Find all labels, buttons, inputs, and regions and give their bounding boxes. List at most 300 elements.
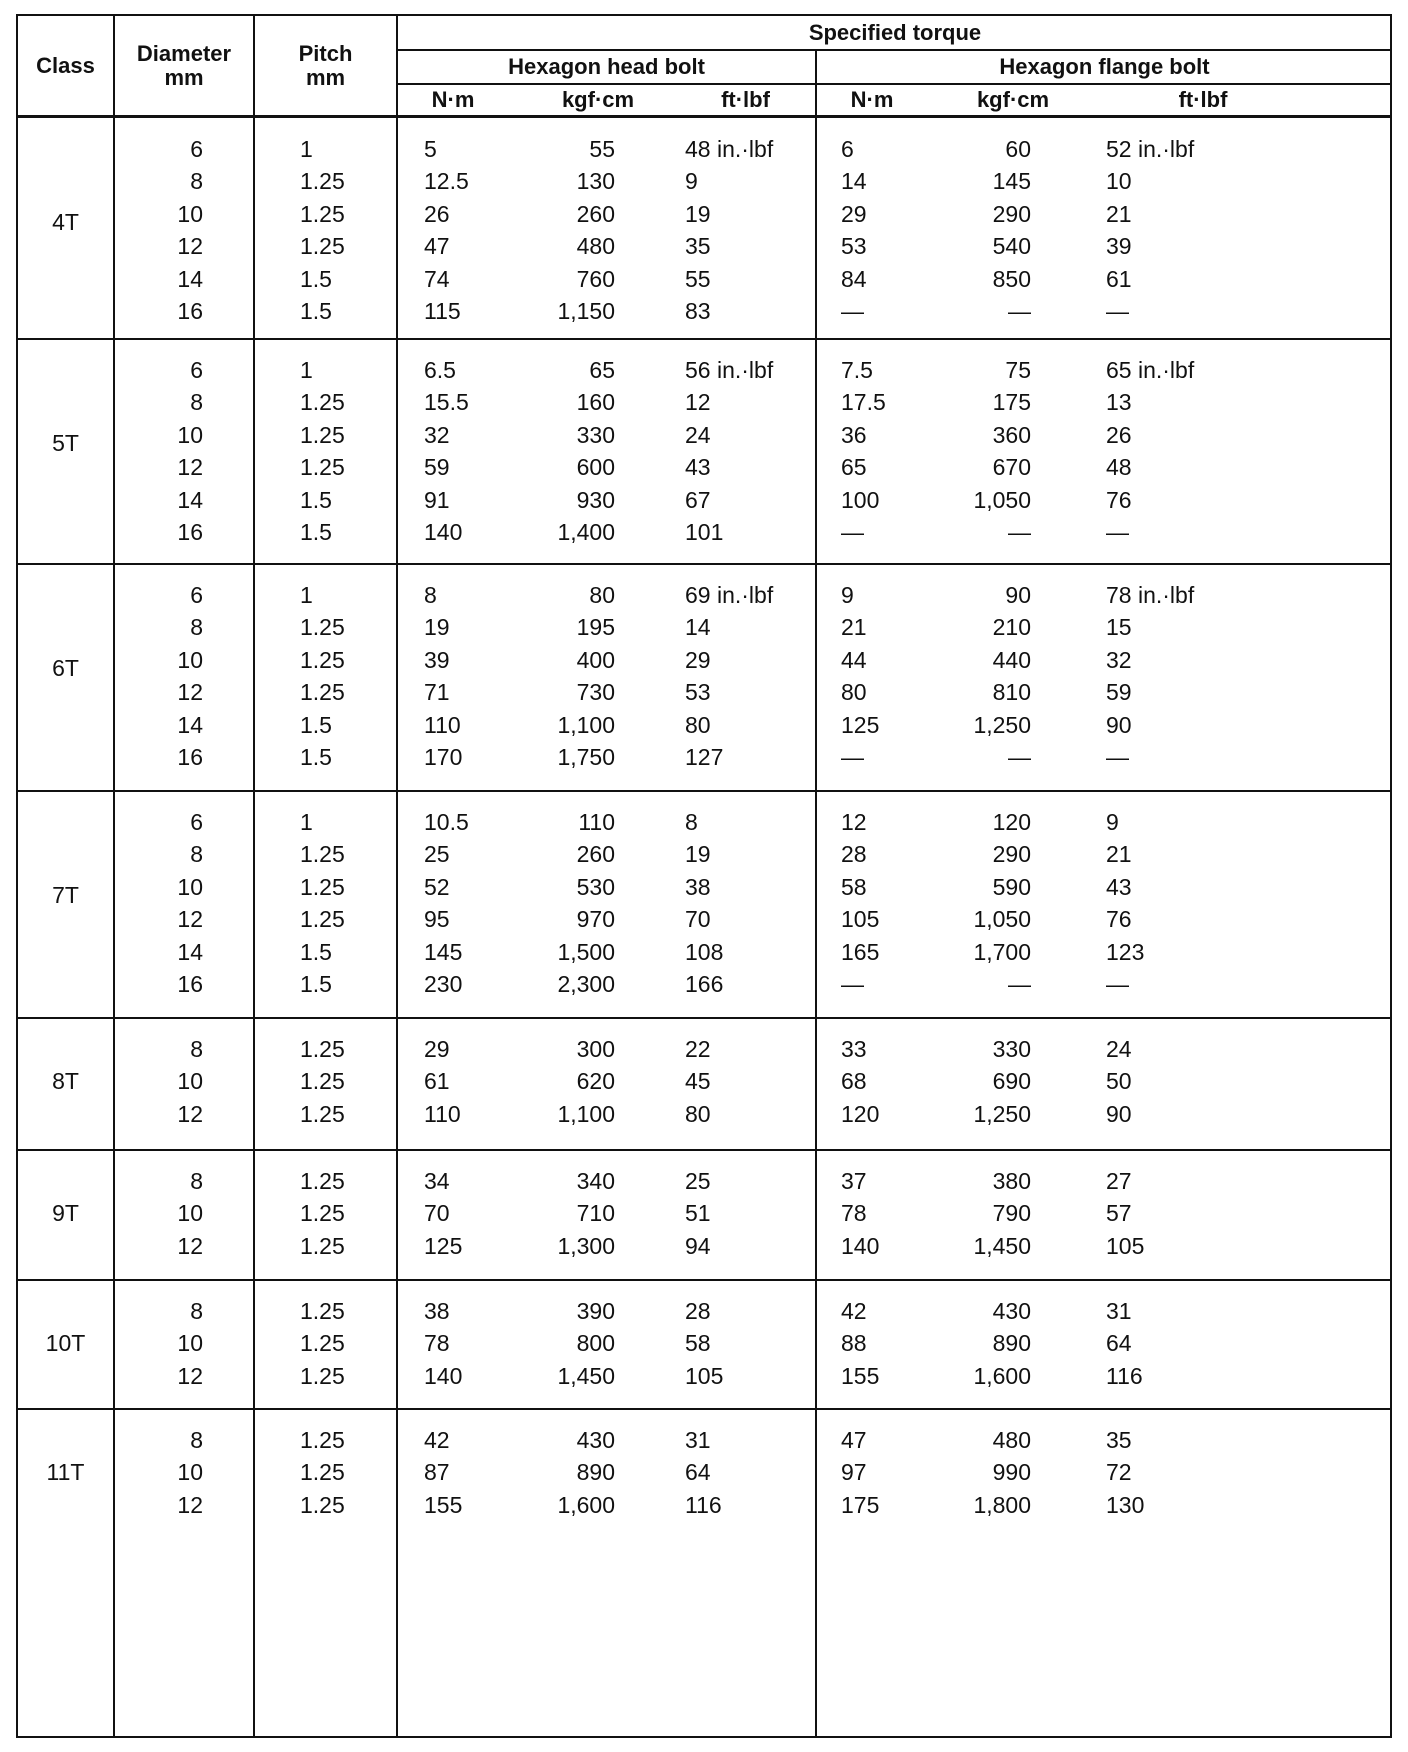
flange-kgfcm-cell: 1,600 xyxy=(973,1362,1031,1389)
flange-ftlbf-cell: 76 xyxy=(1106,486,1132,513)
flange-kgfcm-cell: 75 xyxy=(1005,357,1031,383)
head-kgfcm-cell: 710 xyxy=(576,1200,615,1227)
flange-ftlbf-cell: 31 xyxy=(1106,1298,1132,1324)
diameter-cell: 10 xyxy=(177,1068,203,1095)
head-ftlbf-cell: 28 xyxy=(685,1298,711,1324)
pitch-cell: 1 xyxy=(300,809,313,835)
head-nm-cell: 15.5 xyxy=(424,389,469,416)
specified-torque-header: Specified torque xyxy=(808,20,982,45)
head-nm-cell: 155 xyxy=(424,1491,463,1518)
group-divider xyxy=(18,338,1392,340)
head-ftlbf-cell: 80 xyxy=(685,1100,711,1127)
head-nm-cell: 230 xyxy=(424,971,463,997)
head-ftlbf-cell: 19 xyxy=(685,200,711,227)
diameter-cell: 16 xyxy=(177,744,203,770)
diameter-cell: 14 xyxy=(177,938,203,965)
head-ftlbf-cell: 48 in.·lbf xyxy=(685,136,774,162)
head-kgfcm-cell: 400 xyxy=(576,646,615,673)
head-nm-cell: 19 xyxy=(424,614,450,641)
diameter-cell: 8 xyxy=(190,841,203,868)
pitch-cell: 1.25 xyxy=(300,1459,345,1486)
flange-kgfcm-cell: 145 xyxy=(992,168,1031,195)
head-kgfcm-cell: 1,150 xyxy=(557,298,615,324)
pitch-cell: 1.25 xyxy=(300,646,345,673)
pitch-cell: 1.5 xyxy=(300,298,332,324)
torque-table xyxy=(16,14,1392,1738)
head-ftlbf-cell: 108 xyxy=(685,938,724,965)
head-nm-cell: 70 xyxy=(424,1200,450,1227)
unit-header-nm: N·m xyxy=(850,87,894,112)
flange-ftlbf-cell: 50 xyxy=(1106,1068,1132,1095)
diameter-cell: 16 xyxy=(177,519,203,545)
head-kgfcm-cell: 620 xyxy=(576,1068,615,1095)
head-kgfcm-cell: 300 xyxy=(576,1036,615,1062)
head-nm-cell: 140 xyxy=(424,1362,463,1389)
pitch-cell: 1.25 xyxy=(300,389,345,416)
flange-kgfcm-cell: 540 xyxy=(992,233,1031,260)
diameter-cell: 12 xyxy=(177,1100,203,1127)
flange-kgfcm-cell: 120 xyxy=(992,809,1031,835)
diameter-cell: 10 xyxy=(177,1200,203,1227)
group-divider xyxy=(18,1017,1392,1019)
flange-nm-cell: — xyxy=(841,519,864,545)
flange-nm-cell: 97 xyxy=(841,1459,867,1486)
head-kgfcm-cell: 130 xyxy=(576,168,615,195)
pitch-cell: 1.25 xyxy=(300,1427,345,1453)
head-kgfcm-cell: 800 xyxy=(576,1330,615,1357)
head-ftlbf-cell: 64 xyxy=(685,1459,711,1486)
head-ftlbf-cell: 69 in.·lbf xyxy=(685,582,774,608)
flange-ftlbf-cell: 65 in.·lbf xyxy=(1106,357,1195,383)
flange-ftlbf-cell: 90 xyxy=(1106,1100,1132,1127)
head-kgfcm-cell: 260 xyxy=(576,841,615,868)
flange-nm-cell: 125 xyxy=(841,711,880,738)
head-nm-cell: 29 xyxy=(424,1036,450,1062)
flange-ftlbf-cell: 35 xyxy=(1106,1427,1132,1453)
head-nm-cell: 52 xyxy=(424,873,450,900)
head-nm-cell: 42 xyxy=(424,1427,450,1453)
head-nm-cell: 12.5 xyxy=(424,168,469,195)
head-ftlbf-cell: 67 xyxy=(685,486,711,513)
head-kgfcm-cell: 330 xyxy=(576,421,615,448)
head-kgfcm-cell: 340 xyxy=(576,1168,615,1194)
class-cell: 7T xyxy=(52,882,79,908)
head-nm-cell: 110 xyxy=(424,1100,461,1127)
flange-ftlbf-cell: 116 xyxy=(1106,1362,1143,1389)
head-ftlbf-cell: 29 xyxy=(685,646,711,673)
diameter-cell: 8 xyxy=(190,168,203,195)
pitch-cell: 1 xyxy=(300,136,313,162)
head-nm-cell: 8 xyxy=(424,582,437,608)
head-ftlbf-cell: 70 xyxy=(685,906,711,933)
flange-ftlbf-cell: 13 xyxy=(1106,389,1132,416)
flange-nm-cell: 53 xyxy=(841,233,867,260)
head-kgfcm-cell: 260 xyxy=(576,200,615,227)
diameter-cell: 6 xyxy=(190,809,203,835)
head-nm-cell: 115 xyxy=(424,298,461,324)
flange-nm-cell: — xyxy=(841,298,864,324)
flange-nm-cell: 88 xyxy=(841,1330,867,1357)
head-ftlbf-cell: 53 xyxy=(685,679,711,706)
head-nm-cell: 125 xyxy=(424,1232,463,1259)
flange-ftlbf-cell: 43 xyxy=(1106,873,1132,900)
head-nm-cell: 38 xyxy=(424,1298,450,1324)
head-kgfcm-cell: 1,450 xyxy=(557,1362,615,1389)
head-ftlbf-cell: 38 xyxy=(685,873,711,900)
head-nm-cell: 5 xyxy=(424,136,437,162)
diameter-cell: 10 xyxy=(177,646,203,673)
flange-kgfcm-cell: 1,050 xyxy=(973,486,1031,513)
diameter-cell: 10 xyxy=(177,421,203,448)
head-ftlbf-cell: 58 xyxy=(685,1330,711,1357)
pitch-cell: 1.25 xyxy=(300,841,345,868)
flange-nm-cell: 9 xyxy=(841,582,854,608)
diameter-cell: 12 xyxy=(177,1232,203,1259)
head-ftlbf-cell: 45 xyxy=(685,1068,711,1095)
flange-ftlbf-cell: 24 xyxy=(1106,1036,1132,1062)
head-nm-cell: 87 xyxy=(424,1459,450,1486)
flange-kgfcm-cell: 590 xyxy=(992,873,1031,900)
flange-nm-cell: 33 xyxy=(841,1036,867,1062)
flange-kgfcm-cell: 440 xyxy=(992,646,1031,673)
pitch-cell: 1.5 xyxy=(300,938,332,965)
diameter-cell: 12 xyxy=(177,233,203,260)
head-kgfcm-cell: 1,100 xyxy=(557,711,615,738)
pitch-header-unit: mm xyxy=(305,65,346,90)
flange-ftlbf-cell: 9 xyxy=(1106,809,1119,835)
diameter-cell: 8 xyxy=(190,1427,203,1453)
pitch-header xyxy=(255,42,396,90)
pitch-cell: 1 xyxy=(300,357,313,383)
head-ftlbf-cell: 51 xyxy=(685,1200,711,1227)
flange-nm-cell: 37 xyxy=(841,1168,867,1194)
flange-kgfcm-cell: — xyxy=(1008,971,1031,997)
head-nm-cell: 74 xyxy=(424,265,450,292)
diameter-header xyxy=(115,42,253,90)
diameter-cell: 16 xyxy=(177,971,203,997)
col-divider xyxy=(253,16,255,1736)
flange-kgfcm-cell: — xyxy=(1008,744,1031,770)
class-cell: 5T xyxy=(52,430,79,456)
head-ftlbf-cell: 101 xyxy=(685,519,724,545)
head-kgfcm-cell: 1,500 xyxy=(557,938,615,965)
diameter-cell: 6 xyxy=(190,582,203,608)
head-kgfcm-cell: 1,750 xyxy=(557,744,615,770)
flange-kgfcm-cell: 890 xyxy=(992,1330,1031,1357)
head-nm-cell: 110 xyxy=(424,711,461,738)
pitch-cell: 1.25 xyxy=(300,1100,345,1127)
flange-nm-cell: — xyxy=(841,971,864,997)
diameter-cell: 10 xyxy=(177,873,203,900)
diameter-cell: 8 xyxy=(190,1168,203,1194)
head-kgfcm-cell: 1,300 xyxy=(557,1232,615,1259)
pitch-cell: 1.25 xyxy=(300,614,345,641)
flange-nm-cell: 42 xyxy=(841,1298,867,1324)
pitch-cell: 1.5 xyxy=(300,486,332,513)
pitch-cell: 1.5 xyxy=(300,971,332,997)
pitch-cell: 1.25 xyxy=(300,679,345,706)
flange-nm-cell: 100 xyxy=(841,486,880,513)
flange-kgfcm-cell: 290 xyxy=(992,841,1031,868)
flange-nm-cell: 58 xyxy=(841,873,867,900)
head-ftlbf-cell: 55 xyxy=(685,265,711,292)
head-kgfcm-cell: 930 xyxy=(576,486,615,513)
flange-ftlbf-cell: — xyxy=(1106,744,1129,770)
head-kgfcm-cell: 160 xyxy=(576,389,615,416)
pitch-cell: 1.25 xyxy=(300,1068,345,1095)
diameter-cell: 12 xyxy=(177,906,203,933)
diameter-cell: 8 xyxy=(190,389,203,416)
group-divider xyxy=(18,1149,1392,1151)
diameter-header-label: Diameter xyxy=(136,41,232,66)
flange-nm-cell: 21 xyxy=(841,614,867,641)
diameter-cell: 10 xyxy=(177,1330,203,1357)
flange-nm-cell: 175 xyxy=(841,1491,880,1518)
head-kgfcm-cell: 390 xyxy=(576,1298,615,1324)
head-ftlbf-cell: 116 xyxy=(685,1491,722,1518)
head-kgfcm-cell: 760 xyxy=(576,265,615,292)
unit-header-ftlbf: ft·lbf xyxy=(721,87,770,112)
flange-nm-cell: 47 xyxy=(841,1427,867,1453)
pitch-cell: 1.5 xyxy=(300,519,332,545)
head-ftlbf-cell: 22 xyxy=(685,1036,711,1062)
pitch-cell: 1.25 xyxy=(300,233,345,260)
flange-kgfcm-cell: 810 xyxy=(992,679,1031,706)
pitch-cell: 1.25 xyxy=(300,1362,345,1389)
head-kgfcm-cell: 600 xyxy=(576,454,615,481)
unit-header-kgfcm: kgf·cm xyxy=(976,87,1050,112)
head-nm-cell: 78 xyxy=(424,1330,450,1357)
head-kgfcm-cell: 1,400 xyxy=(557,519,615,545)
hex-head-bolt-header: Hexagon head bolt xyxy=(508,54,705,79)
diameter-cell: 12 xyxy=(177,454,203,481)
pitch-cell: 1.25 xyxy=(300,168,345,195)
col-divider xyxy=(396,16,398,1736)
flange-nm-cell: 120 xyxy=(841,1100,880,1127)
flange-nm-cell: 12 xyxy=(841,809,867,835)
head-kgfcm-cell: 55 xyxy=(589,136,615,162)
head-ftlbf-cell: 94 xyxy=(685,1232,711,1259)
flange-ftlbf-cell: 15 xyxy=(1106,614,1132,641)
head-kgfcm-cell: 890 xyxy=(576,1459,615,1486)
flange-ftlbf-cell: — xyxy=(1106,971,1129,997)
unit-header-nm: N·m xyxy=(431,87,475,112)
head-nm-cell: 39 xyxy=(424,646,450,673)
diameter-cell: 6 xyxy=(190,136,203,162)
head-nm-cell: 6.5 xyxy=(424,357,456,383)
flange-kgfcm-cell: 1,250 xyxy=(973,711,1031,738)
head-ftlbf-cell: 25 xyxy=(685,1168,711,1194)
flange-ftlbf-cell: 57 xyxy=(1106,1200,1132,1227)
pitch-cell: 1.25 xyxy=(300,200,345,227)
pitch-cell: 1 xyxy=(300,582,313,608)
head-ftlbf-cell: 127 xyxy=(685,744,724,770)
flange-nm-cell: 6 xyxy=(841,136,854,162)
hex-flange-bolt-header: Hexagon flange bolt xyxy=(999,54,1210,79)
pitch-header-label: Pitch xyxy=(298,41,353,66)
flange-ftlbf-cell: 10 xyxy=(1106,168,1132,195)
head-nm-cell: 59 xyxy=(424,454,450,481)
unit-header-ftlbf: ft·lbf xyxy=(1178,87,1228,112)
flange-kgfcm-cell: 480 xyxy=(992,1427,1031,1453)
flange-ftlbf-cell: 27 xyxy=(1106,1168,1132,1194)
pitch-cell: 1.25 xyxy=(300,1232,345,1259)
flange-kgfcm-cell: 330 xyxy=(992,1036,1031,1062)
head-nm-cell: 145 xyxy=(424,938,463,965)
pitch-cell: 1.25 xyxy=(300,454,345,481)
pitch-cell: 1.5 xyxy=(300,265,332,292)
head-nm-cell: 71 xyxy=(424,679,450,706)
head-nm-cell: 140 xyxy=(424,519,463,545)
flange-ftlbf-cell: 76 xyxy=(1106,906,1132,933)
unit-header-kgfcm: kgf·cm xyxy=(561,87,635,112)
head-kgfcm-cell: 65 xyxy=(589,357,615,383)
head-nm-cell: 26 xyxy=(424,200,450,227)
pitch-cell: 1.25 xyxy=(300,1491,345,1518)
flange-kgfcm-cell: 670 xyxy=(992,454,1031,481)
head-kgfcm-cell: 1,600 xyxy=(557,1491,615,1518)
flange-kgfcm-cell: 210 xyxy=(992,614,1031,641)
head-ftlbf-cell: 8 xyxy=(685,809,698,835)
col-divider xyxy=(815,50,817,1736)
flange-ftlbf-cell: 105 xyxy=(1106,1232,1145,1259)
diameter-cell: 10 xyxy=(177,1459,203,1486)
flange-nm-cell: 80 xyxy=(841,679,867,706)
diameter-cell: 8 xyxy=(190,614,203,641)
flange-nm-cell: 165 xyxy=(841,938,880,965)
pitch-cell: 1.25 xyxy=(300,873,345,900)
flange-ftlbf-cell: — xyxy=(1106,519,1129,545)
class-header: Class xyxy=(36,53,95,78)
head-ftlbf-cell: 12 xyxy=(685,389,711,416)
header-divider xyxy=(396,83,1392,85)
head-nm-cell: 170 xyxy=(424,744,463,770)
flange-ftlbf-cell: 26 xyxy=(1106,421,1132,448)
head-ftlbf-cell: 9 xyxy=(685,168,698,195)
flange-kgfcm-cell: 990 xyxy=(992,1459,1031,1486)
flange-nm-cell: 17.5 xyxy=(841,389,886,416)
flange-ftlbf-cell: — xyxy=(1106,298,1129,324)
flange-kgfcm-cell: 90 xyxy=(1005,582,1031,608)
flange-kgfcm-cell: 175 xyxy=(992,389,1031,416)
flange-ftlbf-cell: 21 xyxy=(1106,200,1132,227)
pitch-cell: 1.25 xyxy=(300,421,345,448)
flange-nm-cell: 36 xyxy=(841,421,867,448)
head-ftlbf-cell: 14 xyxy=(685,614,711,641)
pitch-cell: 1.25 xyxy=(300,1200,345,1227)
flange-ftlbf-cell: 90 xyxy=(1106,711,1132,738)
diameter-cell: 16 xyxy=(177,298,203,324)
flange-kgfcm-cell: 360 xyxy=(992,421,1031,448)
flange-ftlbf-cell: 48 xyxy=(1106,454,1132,481)
flange-kgfcm-cell: — xyxy=(1008,298,1031,324)
flange-nm-cell: — xyxy=(841,744,864,770)
pitch-cell: 1.25 xyxy=(300,1298,345,1324)
flange-ftlbf-cell: 32 xyxy=(1106,646,1132,673)
head-kgfcm-cell: 110 xyxy=(578,809,615,835)
diameter-cell: 14 xyxy=(177,711,203,738)
class-cell: 11T xyxy=(46,1459,85,1486)
flange-kgfcm-cell: 1,050 xyxy=(973,906,1031,933)
flange-nm-cell: 44 xyxy=(841,646,867,673)
class-cell: 6T xyxy=(52,655,79,681)
class-cell: 9T xyxy=(52,1200,79,1227)
head-ftlbf-cell: 56 in.·lbf xyxy=(685,357,774,383)
diameter-cell: 12 xyxy=(177,1491,203,1518)
head-ftlbf-cell: 105 xyxy=(685,1362,724,1389)
head-ftlbf-cell: 31 xyxy=(685,1427,711,1453)
flange-ftlbf-cell: 39 xyxy=(1106,233,1132,260)
class-cell: 10T xyxy=(45,1330,86,1357)
flange-nm-cell: 65 xyxy=(841,454,867,481)
flange-ftlbf-cell: 72 xyxy=(1106,1459,1132,1486)
flange-kgfcm-cell: 1,450 xyxy=(973,1232,1031,1259)
head-nm-cell: 61 xyxy=(424,1068,450,1095)
pitch-cell: 1.25 xyxy=(300,1036,345,1062)
flange-nm-cell: 7.5 xyxy=(841,357,873,383)
class-cell: 8T xyxy=(52,1068,79,1095)
pitch-cell: 1.25 xyxy=(300,1330,345,1357)
flange-kgfcm-cell: 1,250 xyxy=(973,1100,1031,1127)
flange-ftlbf-cell: 123 xyxy=(1106,938,1145,965)
head-kgfcm-cell: 730 xyxy=(576,679,615,706)
group-divider xyxy=(18,563,1392,565)
flange-kgfcm-cell: 380 xyxy=(992,1168,1031,1194)
header-bottom-divider xyxy=(18,115,1392,118)
flange-kgfcm-cell: 790 xyxy=(992,1200,1031,1227)
flange-nm-cell: 78 xyxy=(841,1200,867,1227)
head-kgfcm-cell: 530 xyxy=(576,873,615,900)
flange-kgfcm-cell: 60 xyxy=(1005,136,1031,162)
head-nm-cell: 25 xyxy=(424,841,450,868)
flange-kgfcm-cell: 690 xyxy=(992,1068,1031,1095)
head-nm-cell: 32 xyxy=(424,421,450,448)
flange-nm-cell: 14 xyxy=(841,168,867,195)
head-kgfcm-cell: 80 xyxy=(589,582,615,608)
flange-kgfcm-cell: 850 xyxy=(992,265,1031,292)
diameter-cell: 12 xyxy=(177,679,203,706)
pitch-cell: 1.5 xyxy=(300,711,332,738)
flange-nm-cell: 105 xyxy=(841,906,880,933)
head-nm-cell: 95 xyxy=(424,906,450,933)
head-ftlbf-cell: 35 xyxy=(685,233,711,260)
head-kgfcm-cell: 430 xyxy=(576,1427,615,1453)
head-ftlbf-cell: 43 xyxy=(685,454,711,481)
pitch-cell: 1.5 xyxy=(300,744,332,770)
diameter-header-unit: mm xyxy=(164,65,204,90)
head-ftlbf-cell: 24 xyxy=(685,421,711,448)
head-nm-cell: 47 xyxy=(424,233,450,260)
head-nm-cell: 10.5 xyxy=(424,809,469,835)
head-ftlbf-cell: 19 xyxy=(685,841,711,868)
group-divider xyxy=(18,1408,1392,1410)
flange-ftlbf-cell: 59 xyxy=(1106,679,1132,706)
pitch-cell: 1.25 xyxy=(300,1168,345,1194)
head-kgfcm-cell: 1,100 xyxy=(557,1100,615,1127)
flange-ftlbf-cell: 61 xyxy=(1106,265,1132,292)
flange-ftlbf-cell: 52 in.·lbf xyxy=(1106,136,1195,162)
flange-nm-cell: 68 xyxy=(841,1068,867,1095)
class-cell: 4T xyxy=(52,209,79,235)
diameter-cell: 8 xyxy=(190,1298,203,1324)
flange-kgfcm-cell: 1,800 xyxy=(973,1491,1031,1518)
flange-nm-cell: 28 xyxy=(841,841,867,868)
head-ftlbf-cell: 80 xyxy=(685,711,711,738)
flange-nm-cell: 29 xyxy=(841,200,867,227)
flange-ftlbf-cell: 64 xyxy=(1106,1330,1132,1357)
head-kgfcm-cell: 970 xyxy=(576,906,615,933)
head-nm-cell: 91 xyxy=(424,486,450,513)
